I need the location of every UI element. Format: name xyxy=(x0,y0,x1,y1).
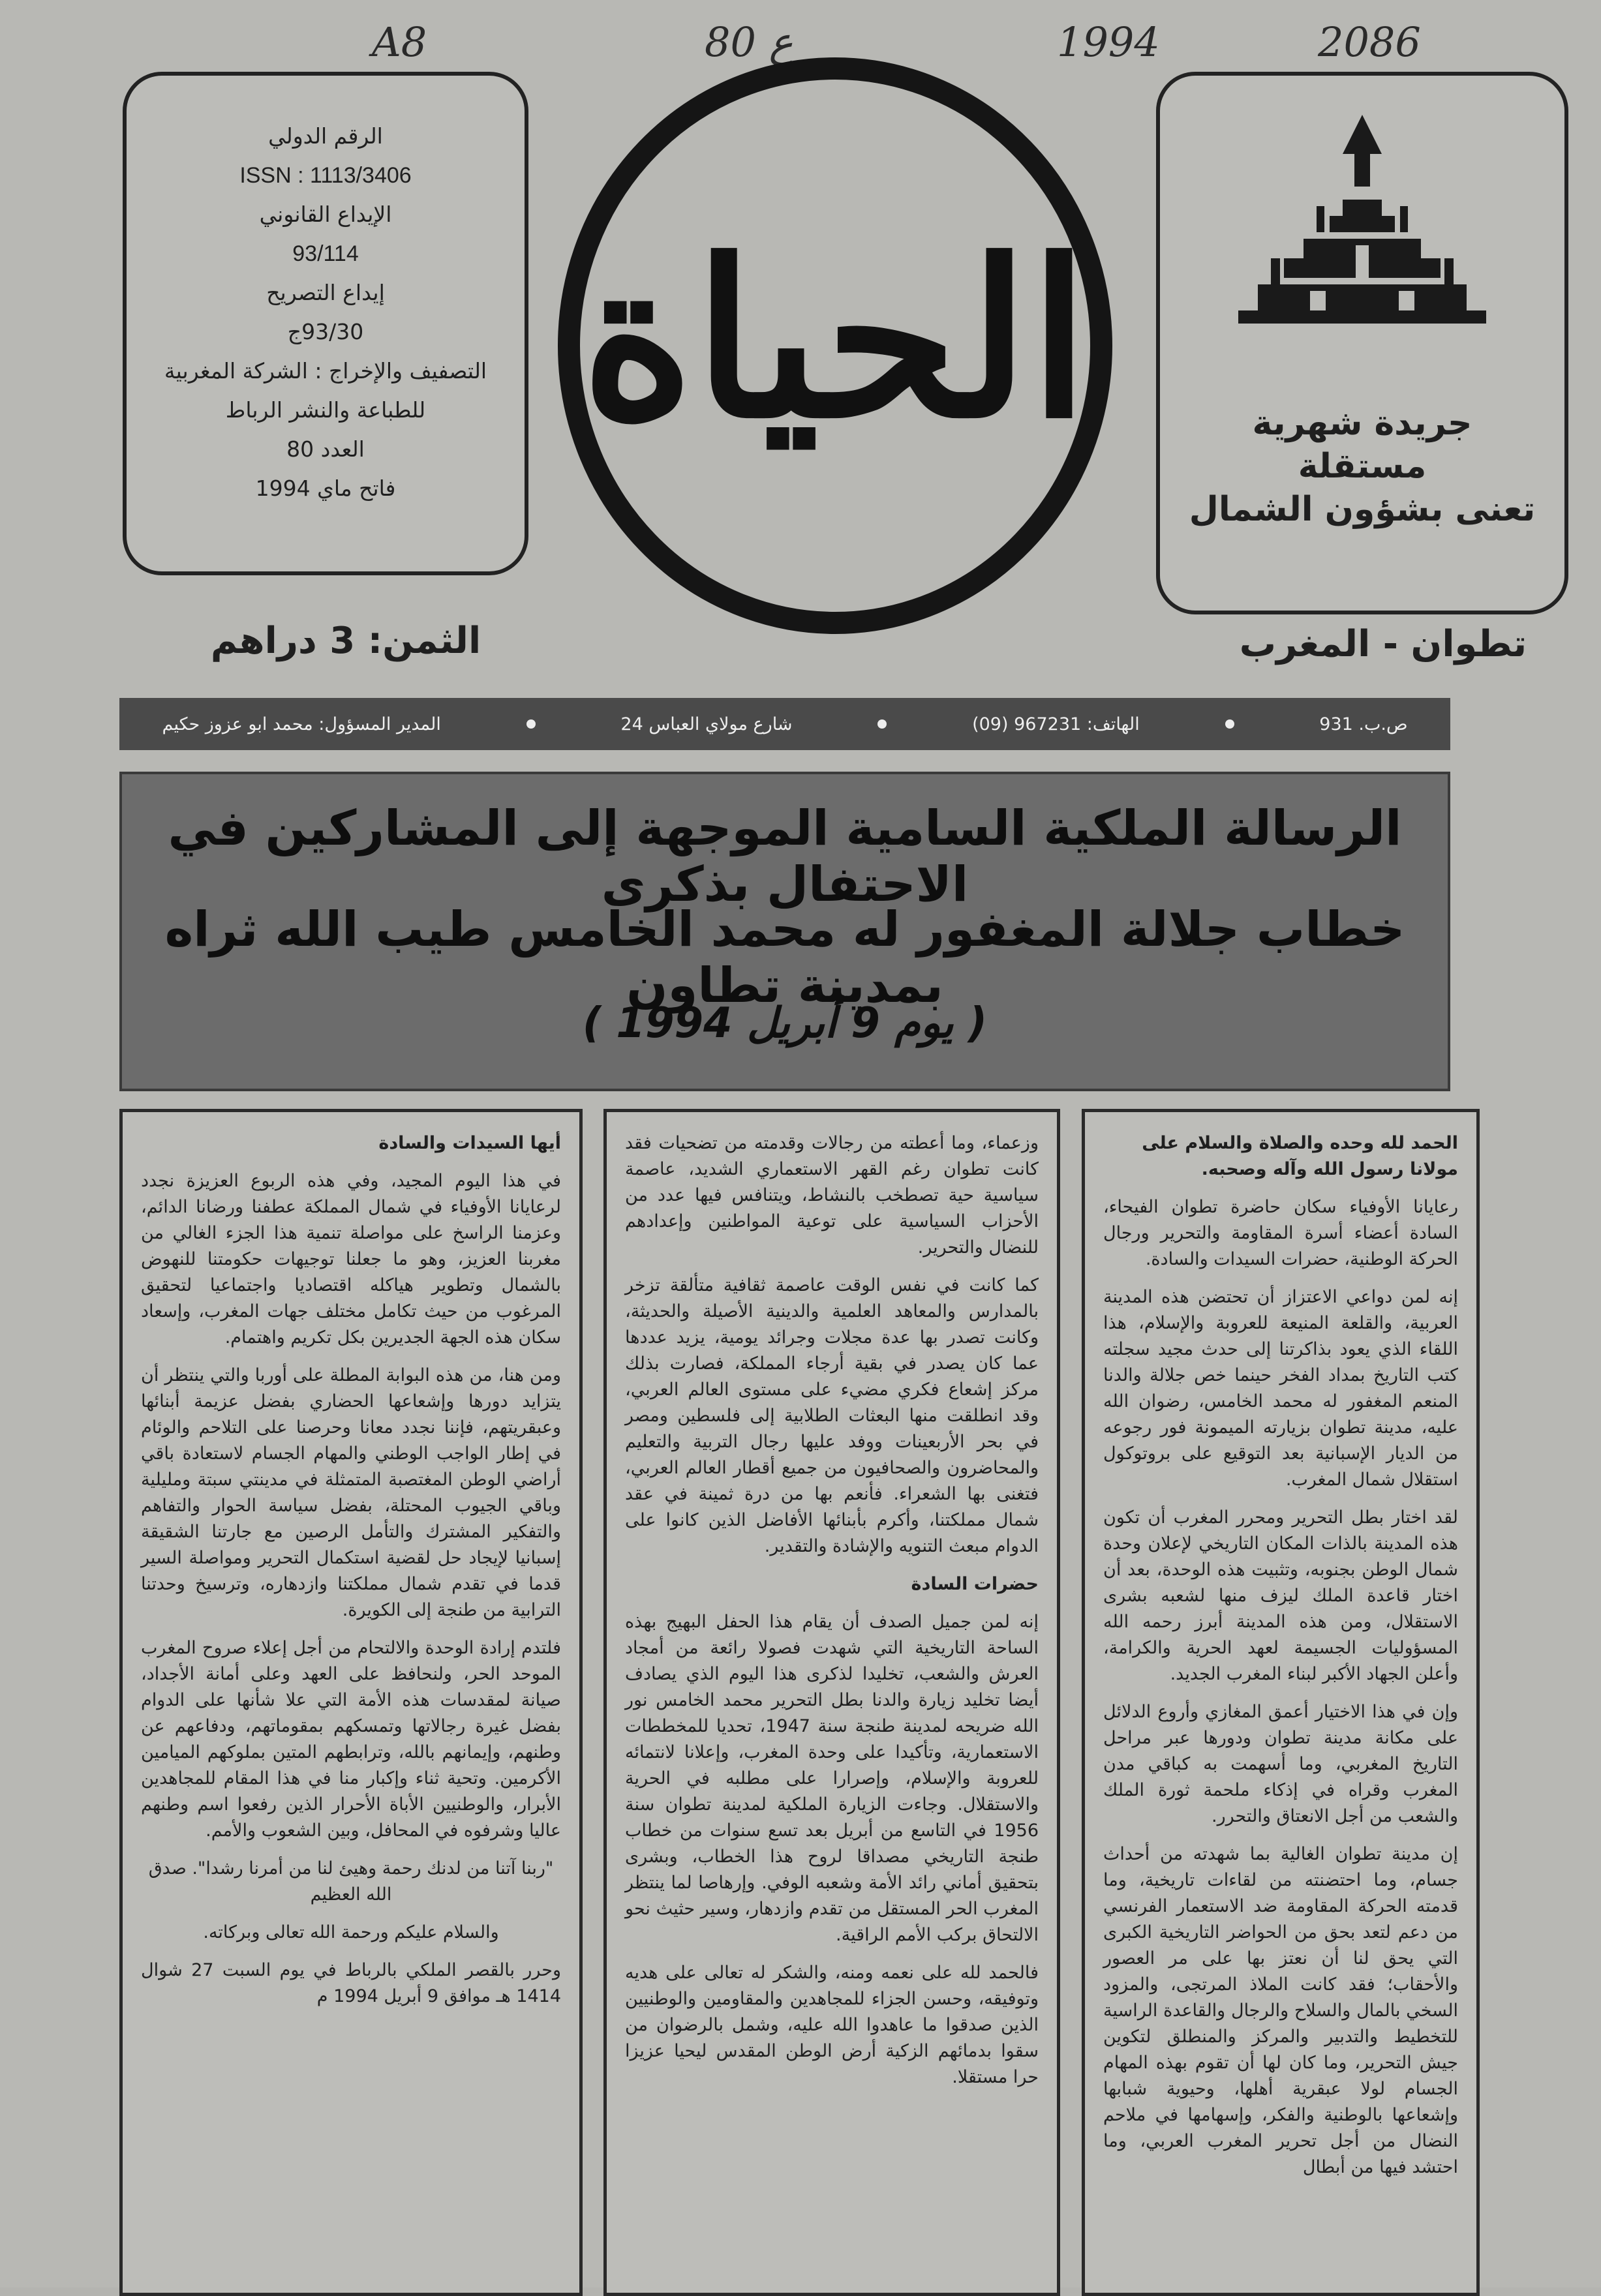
publication-info-line: التصفيف والإخراج : الشركة المغربية xyxy=(164,358,487,384)
article-paragraph: فالحمد لله على نعمه ومنه، والشكر له تعالى على هديه وتوفيقه، وحسن الجزاء للمجاهدين والمقاومين والوطنيين الذين صدقوا ما عاهدوا الله عليه، وشمل بالرضوان من سقوا بدمائهم الزكية أرض الوطن المقدس ليحيا عزيزا حرا مستقلا. xyxy=(625,1963,1039,2087)
article-paragraph: وإن في هذا الاختيار أعمق المغازي وأروع الدلائل على مكانة مدينة تطوان ودورها عبر مراحل التاريخ المغربي، وما أسهمت به كباقي مدن المغرب وقراه في إذكاء ملحمة ثورة الملك والشعب من أجل الانعتاق والتحرر. xyxy=(1103,1702,1458,1826)
article-paragraph: فلتدم إرادة الوحدة والالتحام من أجل إعلاء صروح المغرب الموحد الحر، ولنحافظ على العهد وعلى أمانة الأجداد، صيانة لمقدسات هذه الأمة التي علا شأنها على الدوام بفضل غيرة رجالاتها وتمسكهم بمقوماتهم، ودفاعهم عن وطنهم، وإيمانهم بالله، وترابطهم المتين بملوكهم الميامين الأكرمين. وتحية ثناء وإكبار منا في هذا المقام للمجاهدين الأبرار، والوطنيين الأباة الأحرار الذين رفعوا اسم وطنهم عاليا وشرفوه في المحافل، وبين الشعوب والأمم. xyxy=(141,1638,561,1841)
article-paragraph: إن مدينة تطوان الغالية بما شهدته من أحداث جسام، وما احتضنته من لقاءات تاريخية، وما قدمته الحركة المقاومة ضد الاستعمار الفرنسي من دعم لتعد بحق من الحواضر التاريخية الكبرى التي يحق لنا أن نعتز بها على مر العصور والأحقاب؛ فقد كانت الملاذ المرتجى، والمزود السخي بالمال والسلاح والرجال والقاعدة الراسية للتخطيط والتدبير والمركز والمنطلق لتكوين جيش التحرير، وما كان لها أن تقوم بهذه المهام الجسام لولا عبقرية أهلها، وحيوية شبابها وإشعاعها بالوطنية والفكر، وإسهامها في ملاحم النضال من أجل تحرير المغرب العربي، وما احتشد فيها من أبطال xyxy=(1103,1844,1458,2177)
publication-info-line: 93/30ج xyxy=(287,319,364,344)
bullet-icon xyxy=(526,719,536,729)
price-label: الثمن: 3 دراهم xyxy=(210,620,481,662)
headline-line-3: ( يوم 9 أبريل 1994 ) xyxy=(582,999,988,1048)
publication-info-line: إيداع التصريح xyxy=(266,280,385,305)
publication-info-line: ISSN : 1113/3406 xyxy=(239,163,412,188)
article-paragraph: ومن هنا، من هذه البوابة المطلة على أوربا والتي ينتظر أن يتزايد دورها وإشعاعها الحضاري بفضل عزيمة أبنائها وعبقريتهم، فإننا نجدد معانا وحرصنا على التلاحم والوئام في إطار الواجب الوطني والمهام الجسام لاستعادة باقي أراضي الوطن المغتصبة المتمثلة في مدينتي سبتة ومليلية وباقي الجيوب المحتلة، بفضل سياسة الحوار والتفاهم والتفكير المشترك والتأمل الرصين مع جارتنا الشقيقة إسبانيا لإيجاد حل لقضية استكمال التحرير ومواصلة السير قدما في تقدم شمال مملكتنا وازدهاره، وترسيخ وحدتنا الترابية من طنجة إلى الكويرة. xyxy=(141,1365,561,1620)
article-column-left xyxy=(119,1109,583,2296)
article-paragraph: وزعماء، وما أعطته من رجالات وقدمته من تضحيات فقد كانت تطوان رغم القهر الاستعماري الشديد، عاصمة سياسية حية تصطخب بالنشاط، ويتنافس فيها عدد من الأحزاب السياسية على توعية المواطنين وإعدادهم للنضال والتحرير. xyxy=(625,1133,1039,1258)
article-paragraph: والسلام عليكم ورحمة الله تعالى وبركاته. xyxy=(203,1922,499,1942)
article-paragraph: لقد اختار بطل التحرير ومحرر المغرب أن تكون هذه المدينة بالذات المكان التاريخي لإعلان وحدة شمال الوطن بجنوبه، وتثبيت هذه الوحدة، بعد أن اختار قاعدة الملك ليزف منها لشعبه بشرى الاستقلال، ومن هذه المدينة أبرز رحمه الله المسؤوليات الجسيمة لعهد الحرية والكرامة، وأعلن الجهاد الأكبر لبناء المغرب الجديد. xyxy=(1103,1507,1458,1684)
publication-info-line: فاتح ماي 1994 xyxy=(255,476,396,501)
article-paragraph: "ربنا آتنا من لدنك رحمة وهيئ لنا من أمرنا رشدا". صدق الله العظيم xyxy=(148,1858,554,1905)
address-label: شارع مولاي العباس 24 xyxy=(620,714,793,734)
editor-label: المدير المسؤول: محمد ابو عزوز حكيم xyxy=(162,714,441,734)
location-label: تطوان - المغرب xyxy=(1239,623,1527,665)
headline-line-1: الرسالة الملكية السامية الموجهة إلى المشاركين في الاحتفال بذكرى xyxy=(168,800,1402,913)
article-column-right xyxy=(1082,1109,1480,2296)
article-paragraph: إنه لمن جميل الصدف أن يقام هذا الحفل البهيج بهذه الساحة التاريخية التي شهدت فصولا رائعة من أمجاد العرش والشعب، تخليدا لذكرى هذا اليوم الذي يصادف أيضا تخليد زيارة والدنا بطل التحرير محمد الخامس نور الله ضريحه لمدينة طنجة سنة 1947، تحديا للمخططات الاستعمارية، وتأكيدا على وحدة المغرب، وإعلانا لانتمائه للعروبة والإسلام، وإصرارا على مطلبه في الحرية والاستقلال. وجاءت الزيارة الملكية لمدينة تطوان سنة 1956 في التاسع من أبريل بعد تسع سنوات من خطاب طنجة التاريخي مصداقا لروح هذا الخطاب، وبشرى بتحقيق أماني رائد الأمة وشعبه الوفي. وإرهاصا لما ينتظر المغرب الحر المستقل من تقدم وازدهار، وسير حثيث نحو الالتحاق بركب الأمم الراقية. xyxy=(625,1612,1039,1945)
publication-info-lines xyxy=(127,76,525,504)
emblem-icon xyxy=(1232,102,1493,350)
bullet-icon xyxy=(877,719,887,729)
bullet-icon xyxy=(1225,719,1234,729)
article-column-middle xyxy=(603,1109,1060,2296)
article-paragraph: إنه لمن دواعي الاعتزاز أن تحتضن هذه المدينة العربية، والقلعة المنيعة للعروبة والإسلام، هذا اللقاء الذي يعود بذاكرتنا إلى حدث مجيد سجلته كتب التاريخ بمداد الفخر حينما خص جلالة والدنا المنعم المغفور له محمد الخامس، رضوان الله عليه، مدينة تطوان بزيارته الميمونة فور رجوعه من الديار الإسبانية بعد التوقيع على بروتوكول استقلال شمال المغرب. xyxy=(1103,1287,1458,1490)
article-subheading: حضرات السادة xyxy=(911,1574,1039,1594)
description-line-3: تعنى بشؤون الشمال xyxy=(1189,490,1536,529)
emblem-box xyxy=(1156,72,1568,614)
publication-info-line: الإيداع القانوني xyxy=(259,202,392,227)
handwritten-note-issue: ع 80 xyxy=(705,18,793,66)
publication-info-box xyxy=(123,72,528,575)
handwritten-note-code: 2086 xyxy=(1318,18,1421,66)
article-paragraph: رعايانا الأوفياء سكان حاضرة تطوان الفيحاء، السادة أعضاء أسرة المقاومة والتحرير ورجال الحركة الوطنية، حضرات السيدات والسادة. xyxy=(1103,1197,1458,1269)
publication-info-line: العدد 80 xyxy=(286,436,365,462)
description-block xyxy=(1160,402,1564,531)
handwritten-note-year: 1994 xyxy=(1057,18,1160,66)
publication-info-line: 93/114 xyxy=(292,241,359,266)
article-subheading: أيها السيدات والسادة xyxy=(378,1133,561,1153)
contact-bar xyxy=(119,698,1450,750)
article-paragraph: وحرر بالقصر الملكي بالرباط في يوم السبت 27 شوال 1414 هـ موافق 9 أبريل 1994 م xyxy=(141,1960,562,2006)
masthead-title: الحياة xyxy=(581,213,1090,466)
publication-info-line: الرقم الدولي xyxy=(268,123,383,149)
handwritten-note-a8: A8 xyxy=(372,18,427,66)
masthead-logo xyxy=(555,52,1116,639)
article-paragraph: كما كانت في نفس الوقت عاصمة ثقافية متألقة تزخر بالمدارس والمعاهد العلمية والدينية الأصيلة والحديثة، وكانت تصدر بها عدة مجلات وجرائد يومية، يزيد عددها عما كان يصدر في بقية أرجاء المملكة، فصارت بذلك مركز إشعاع فكري مضيء على مستوى العالم العربي، وقد انطلقت منها البعثات الطلابية إلى فلسطين ومصر في بحر الأربعينات ووفد عليها رجال التربية والتعليم والمحاضرون والصحافيون من جميع أقطار العالم العربي، فتغنى بها الشعراء. فأنعم بها من درة ثمينة في عقد شمال مملكتنا، وأكرم بأبنائها الأفاضل الذين كانوا على الدوام مبعث التنويه والإشادة والتقدير. xyxy=(625,1275,1039,1556)
description-line-2: مستقلة xyxy=(1298,447,1427,486)
headline-line-2: خطاب جلالة المغفور له محمد الخامس طيب الله ثراه بمدينة تطاون xyxy=(164,901,1405,1014)
phone-label: الهاتف: 967231 (09) xyxy=(972,714,1140,734)
publication-info-line: للطباعة والنشر الرباط xyxy=(225,397,426,423)
article-subheading: الحمد لله وحده والصلاة والسلام على مولانا رسول الله وآله وصحبه. xyxy=(1142,1133,1458,1179)
headline-banner xyxy=(119,772,1450,1091)
po-box-label: ص.ب. 931 xyxy=(1319,714,1408,734)
article-paragraph: في هذا اليوم المجيد، وفي هذه الربوع العزيزة نجدد لرعايانا الأوفياء في شمال المملكة عطفنا ورضانا الدائم، وعزمنا الراسخ على مواصلة تنمية هذا الجزء الغالي من مغربنا العزيز، وهو ما جعلنا توجيهات حكومتنا للنهوض بالشمال وتطوير هياكله اقتصاديا واجتماعيا لتحقيق المرغوب من حيث تكامل مختلف جهات المغرب، وإسعاد سكان هذه الجهة الجديرين بكل تكريم واهتمام. xyxy=(141,1171,561,1348)
description-line-1: جريدة شهرية xyxy=(1252,404,1472,443)
